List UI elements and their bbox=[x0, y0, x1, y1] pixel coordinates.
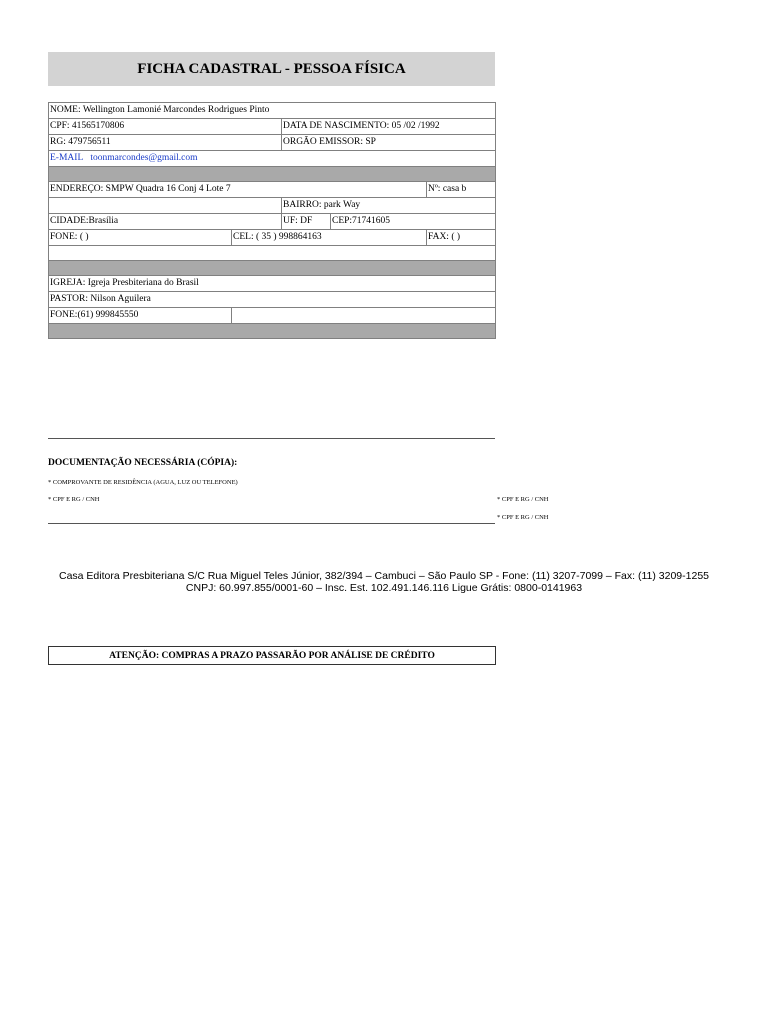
rg-field[interactable]: RG: 479756511 bbox=[49, 135, 282, 151]
fax-field[interactable]: FAX: ( ) bbox=[427, 230, 496, 246]
cpf-field[interactable]: CPF: 41565170806 bbox=[49, 119, 282, 135]
igreja-field[interactable]: IGREJA: Igreja Presbiteriana do Brasil bbox=[49, 276, 496, 292]
footer-cnpj: CNPJ: 60.997.855/0001-60 – Insc. Est. 102.491.146.116 Ligue Grátis: 0800-0141963 bbox=[185, 582, 583, 594]
empty-row bbox=[49, 246, 496, 261]
numero-field[interactable]: Nº: casa b bbox=[427, 182, 496, 198]
docs-right-item-2: * CPF E RG / CNH bbox=[497, 514, 549, 521]
bairro-field[interactable]: BAIRRO: park Way bbox=[282, 198, 496, 214]
uf-field[interactable]: UF: DF bbox=[282, 214, 331, 230]
form-title: FICHA CADASTRAL - PESSOA FÍSICA bbox=[48, 52, 495, 86]
divider-line bbox=[48, 523, 495, 524]
section-separator bbox=[49, 167, 496, 182]
section-separator bbox=[49, 261, 496, 276]
credit-notice: ATENÇÃO: COMPRAS A PRAZO PASSARÃO POR ANÁLISE DE CRÉDITO bbox=[48, 646, 496, 665]
fone-field[interactable]: FONE: ( ) bbox=[49, 230, 232, 246]
section-separator bbox=[49, 324, 496, 339]
cel-field[interactable]: CEL: ( 35 ) 998864163 bbox=[232, 230, 427, 246]
email-field[interactable] bbox=[49, 151, 496, 167]
endereco-field[interactable]: ENDEREÇO: SMPW Quadra 16 Conj 4 Lote 7 bbox=[49, 182, 427, 198]
email-value: toonmarcondes@gmail.com bbox=[90, 153, 198, 163]
orgao-emissor-field[interactable]: ORGÃO EMISSOR: SP bbox=[282, 135, 496, 151]
registration-form bbox=[48, 102, 496, 339]
docs-item-cpf-rg: * CPF E RG / CNH bbox=[48, 496, 100, 503]
cidade-field[interactable]: CIDADE:Brasília bbox=[49, 214, 282, 230]
footer-address: Casa Editora Presbiteriana S/C Rua Miguel Teles Júnior, 382/394 – Cambuci – São Paulo SP - Fone: (11) 3207-7099 – Fax: (11) 3209-1255 bbox=[58, 570, 710, 582]
cep-field[interactable]: CEP:71741605 bbox=[331, 214, 496, 230]
data-nascimento-field[interactable]: DATA DE NASCIMENTO: 05 /02 /1992 bbox=[282, 119, 496, 135]
docs-title: DOCUMENTAÇÃO NECESSÁRIA (CÓPIA): bbox=[48, 458, 238, 468]
docs-right-item-1: * CPF E RG / CNH bbox=[497, 496, 549, 503]
pastor-field[interactable]: PASTOR: Nilson Aguilera bbox=[49, 292, 496, 308]
docs-item-residencia: * COMPROVANTE DE RESIDÊNCIA (AGUA, LUZ OU TELEFONE) bbox=[48, 479, 238, 486]
empty-cell bbox=[232, 308, 496, 324]
divider-line bbox=[48, 438, 495, 439]
fone-igreja-field[interactable]: FONE:(61) 999845550 bbox=[49, 308, 232, 324]
email-label: E-MAIL bbox=[50, 153, 84, 163]
empty-cell bbox=[49, 198, 282, 214]
nome-field[interactable]: NOME: Wellington Lamonié Marcondes Rodrigues Pinto bbox=[49, 103, 496, 119]
